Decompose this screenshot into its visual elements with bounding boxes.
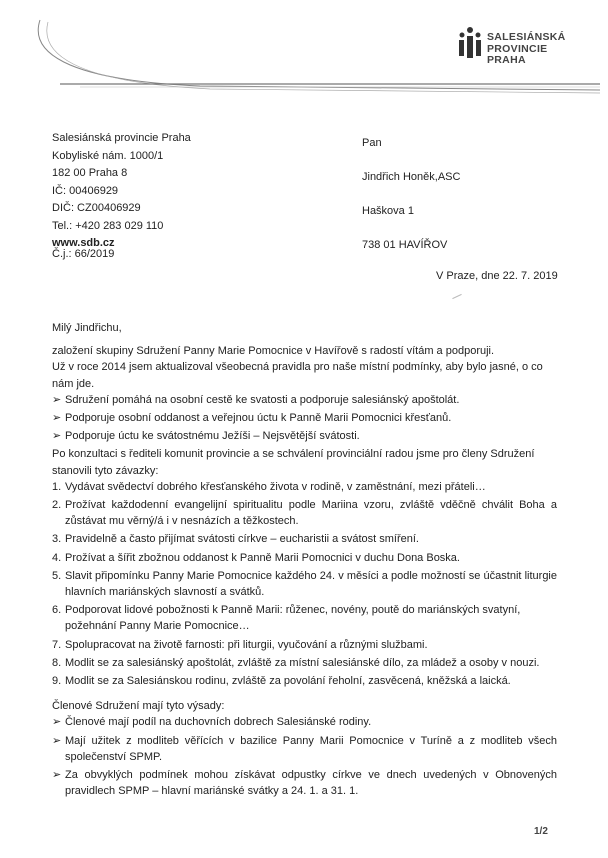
list-item: ➢ Podporuje úctu ke svátostnému Ježíši – Nejsvětější svátosti. — [52, 428, 557, 444]
greeting: Milý Jindřichu, — [52, 322, 122, 334]
arrow-bullet-icon: ➢ — [52, 716, 62, 729]
reference-number: Č.j.: 66/2019 — [52, 248, 115, 260]
list-item: 4. Prožívat a šířit zbožnou oddanost k Panně Marii Pomocnici v duchu Dona Boska. — [52, 551, 460, 564]
arrow-bullet-icon: ➢ — [52, 393, 62, 406]
sender-line: Kobyliské nám. 1000/1 — [52, 149, 164, 162]
arrow-bullet-icon: ➢ — [52, 769, 62, 782]
recipient-address — [362, 137, 460, 273]
paragraph: založení skupiny Sdružení Panny Marie Pomocnice v Havířově s radostí vítám a podporuji. — [52, 345, 495, 358]
arrow-bullet-icon: ➢ — [52, 734, 62, 747]
paragraph: Už v roce 2014 jsem aktualizoval všeobecná pravidla pro naše místní podmínky, aby bylo jasné, o co nám jde. — [52, 361, 543, 390]
list-item: 5. Slavit připomínku Panny Marie Pomocnice každého 24. v měsíci a podle možností se účastnit liturgie hlavních mariánských slavností a svátků. — [52, 569, 557, 599]
list-item: 3. Pravidelně a často přijímat svátosti církve – eucharistii a svátost smíření. — [52, 533, 419, 546]
recipient-line: Haškova 1 — [362, 205, 414, 217]
list-item: 1. Vydávat svědectví dobrého křesťanského života v rodině, v zaměstnání, mezi přáteli… — [52, 480, 486, 493]
sender-line: Salesiánská provincie Praha — [52, 132, 191, 144]
recipient-line: Jindřich Honěk,ASC — [362, 171, 461, 183]
list-item: 2. Prožívat každodenní evangelijní spiritualitu podle Mariina vzoru, zvláště vděčně chválit Boha a zůstávat mu věrný/á i v nesnázích a těžkostech. — [52, 499, 557, 528]
paragraph: Po konzultaci s řediteli komunit provincie a se schválení provinciální radou jsme pro členy Sdružení stanovili tyto závazky: — [52, 448, 535, 477]
letter-body — [52, 320, 557, 801]
sender-website: www.sdb.cz — [52, 237, 115, 249]
list-item: 7. Spolupracovat na životě farnosti: při liturgii, vyučování a různými službami. — [52, 638, 428, 651]
list-item: ➢ Sdružení pomáhá na osobní cestě ke svatosti a podporuje salesiánský apoštolát. — [52, 392, 557, 408]
list-item: 9. Modlit se za Salesiánskou rodinu, zvláště za povolání řeholní, zasvěcená, kněžská a laická. — [52, 675, 511, 688]
recipient-line: 738 01 HAVÍŘOV — [362, 239, 448, 251]
sender-line: IČ: 00406929 — [52, 184, 119, 197]
list-item: ➢ Mají užitek z modliteb věřících v bazilice Panny Marii Pomocnice v Turíně a z modliteb všech společenství SPMP. — [52, 733, 557, 765]
logo-line-1: SALESIÁNSKÁ — [487, 31, 566, 43]
list-item: ➢ Za obvyklých podmínek mohou získávat odpustky církve ve dnech uvedených v Obnovených pravidlech SPMP – hlavní mariánské svátky a 24. 1. a 31. 1. — [52, 767, 557, 799]
list-item: 8. Modlit se za salesiánský apoštolát, zvláště za místní salesiánské dílo, za mládež a osoby v nouzi. — [52, 656, 540, 669]
logo-wordmark — [487, 32, 566, 67]
arrow-bullet-icon: ➢ — [52, 412, 62, 425]
letter-date: V Praze, dne 22. 7. 2019 — [436, 270, 558, 282]
sender-line: 182 00 Praha 8 — [52, 167, 128, 179]
list-item: 6. Podporovat lidové pobožnosti k Panně Marii: růženec, novény, poutě do mariánských svatyní, požehnání Panny Marie Pomocnice… — [52, 604, 521, 633]
list-item: ➢ Podporuje osobní oddanost a veřejnou úctu k Panně Marii Pomocnici křesťanů. — [52, 410, 557, 426]
sender-address — [52, 130, 191, 253]
arrow-bullet-icon: ➢ — [52, 430, 62, 443]
list-item: ➢ Členové mají podíl na duchovních dobrech Salesiánské rodiny. — [52, 714, 557, 730]
logo-line-2: PROVINCIE — [487, 42, 548, 55]
sender-line: Tel.: +420 283 029 110 — [52, 219, 164, 232]
sender-line: DIČ: CZ00406929 — [52, 202, 141, 214]
page-number: 1/2 — [534, 826, 548, 837]
pen-mark — [452, 294, 461, 299]
recipient-line: Pan — [362, 137, 382, 149]
salesian-logo-icon — [456, 26, 484, 66]
logo-line-3: PRAHA — [487, 54, 526, 66]
paragraph: Členové Sdružení mají tyto výsady: — [52, 700, 225, 713]
